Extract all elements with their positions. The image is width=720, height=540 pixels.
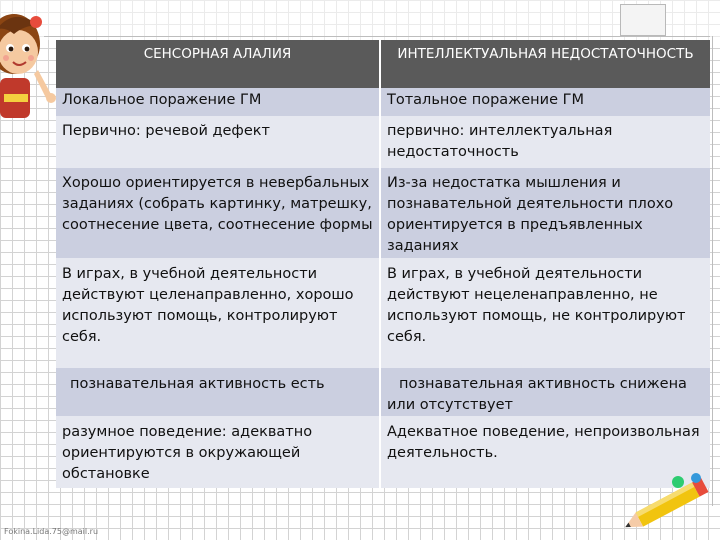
- table-row: [56, 258, 710, 368]
- pencil-icon: [618, 470, 720, 540]
- table-cell: разумное поведение: адекватно ориентируются в окружающей обстановке: [56, 416, 380, 488]
- table-row: [56, 416, 710, 488]
- table-cell: Из-за недостатка мышления и познавательной деятельности плохо ориентируется в предъявленных заданиях: [380, 168, 710, 258]
- table-row: [56, 168, 710, 258]
- table-cell: В играх, в учебной деятельности действуют целенаправленно, хорошо используют помощь, контролируют себя.: [56, 258, 380, 368]
- frame-line-right: [712, 36, 713, 506]
- table-cell: познавательная активность снижена или отсутствует: [380, 368, 710, 416]
- corner-frame: [620, 4, 666, 36]
- frame-line-top: [44, 36, 710, 37]
- header-intellectual-disability: ИНТЕЛЛЕКТУАЛЬНАЯ НЕДОСТАТОЧНОСТЬ: [380, 40, 710, 88]
- table-header-row: [56, 40, 710, 88]
- table-row: [56, 368, 710, 416]
- table-cell: В играх, в учебной деятельности действуют нецеленаправленно, не используют помощь, не контролируют себя.: [380, 258, 710, 368]
- table-row: [56, 88, 710, 116]
- cartoon-girl-icon: [0, 0, 58, 120]
- table-cell: Хорошо ориентируется в невербальных заданиях (собрать картинку, матрешку, соотнесение цвета, соотнесение формы: [56, 168, 380, 258]
- table-cell: познавательная активность есть: [56, 368, 380, 416]
- watermark-email: Fokina.Lida.75@mail.ru: [4, 527, 99, 536]
- comparison-table: [56, 40, 710, 488]
- table-cell: Тотальное поражение ГМ: [380, 88, 710, 116]
- table-cell: Первично: речевой дефект: [56, 116, 380, 168]
- table-cell: Адекватное поведение, непроизвольная деятельность.: [380, 416, 710, 488]
- table-cell: первично: интеллектуальная недостаточность: [380, 116, 710, 168]
- header-sensory-alalia: СЕНСОРНАЯ АЛАЛИЯ: [56, 40, 380, 88]
- table-cell: Локальное поражение ГМ: [56, 88, 380, 116]
- table-row: [56, 116, 710, 168]
- top-band: [0, 0, 720, 40]
